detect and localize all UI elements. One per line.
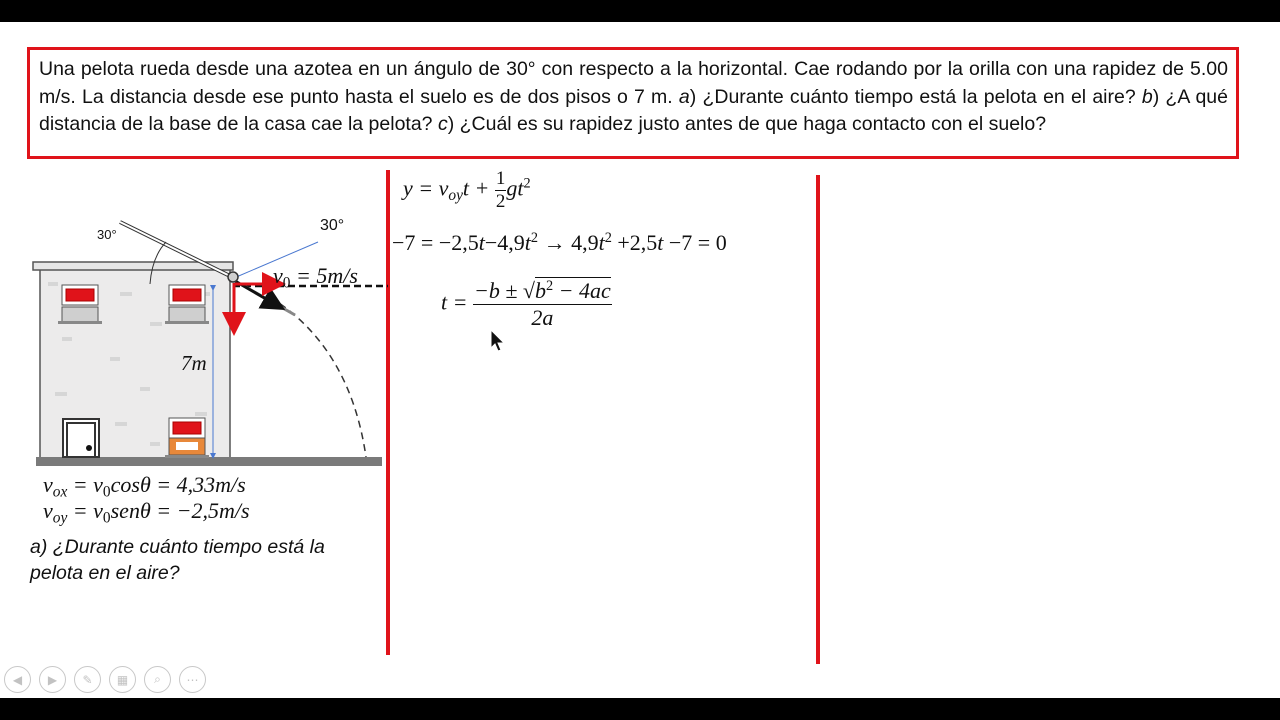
eq2-b: t xyxy=(478,230,485,255)
eq1-den: 2 xyxy=(495,191,506,212)
eq1-t: t + xyxy=(462,175,495,201)
problem-statement-box xyxy=(27,47,1239,159)
vox-rest: cosθ = 4,33m/s xyxy=(110,472,246,497)
next-icon[interactable]: ▶ xyxy=(39,666,66,693)
eq3-num xyxy=(473,278,612,305)
question-a-line1: a) ¿Durante cuánto tiempo está la xyxy=(30,536,325,558)
velocity-angle-label: 30° xyxy=(320,217,345,234)
mouse-cursor-icon xyxy=(490,329,506,353)
eq2-h: t xyxy=(657,230,664,255)
sqrt-symbol: √ xyxy=(522,278,535,303)
prev-icon[interactable]: ◀ xyxy=(4,666,31,693)
ground xyxy=(36,457,382,466)
problem-text: Una pelota rueda desde una azotea en un ángulo de 30° con respecto a la horizontal. Cae rodando por la orilla con una rapidez de 5.00 m/s. La distancia desde ese punto hasta el suelo es de dos pisos o 7 m. xyxy=(39,58,1228,108)
voy-sub2: 0 xyxy=(102,509,111,527)
eq1-fraction xyxy=(495,168,507,213)
trajectory xyxy=(270,297,366,457)
eq2-a: −7 = −2,5 xyxy=(392,230,479,255)
slides-icon[interactable]: ▦ xyxy=(109,666,136,693)
eq2-d: t xyxy=(524,230,531,255)
window-top-left xyxy=(58,285,102,324)
eq1-lhs: y = xyxy=(403,175,439,201)
part-a-letter: a xyxy=(678,85,690,108)
eq2-i: −7 = 0 xyxy=(663,230,727,255)
velocity-v: v xyxy=(273,263,283,288)
eq2-exp1: 2 xyxy=(530,230,539,247)
more-icon[interactable]: ⋯ xyxy=(179,666,206,693)
eq1-sub: oy xyxy=(448,187,463,205)
substituted-equation xyxy=(392,230,727,256)
vox-sub: ox xyxy=(52,483,68,501)
kinematic-equation xyxy=(403,168,531,213)
eq2-exp2: 2 xyxy=(604,230,612,247)
slideshow-toolbar xyxy=(4,666,206,693)
part-c-letter: c xyxy=(437,113,448,135)
height-label: 7m xyxy=(181,351,207,375)
voy-v: v xyxy=(43,498,53,523)
part-b-text: ) ¿A qué distancia de la base de la casa cae la pelota? xyxy=(39,85,1228,135)
question-a-line2: pelota en el aire? xyxy=(30,562,180,584)
slide xyxy=(0,22,1280,698)
eq3-radicand xyxy=(535,277,611,303)
pen-icon[interactable]: ✎ xyxy=(74,666,101,693)
eq3-num-a: −b ± xyxy=(473,278,523,303)
eq2-e: → 4,9 xyxy=(538,230,599,255)
quadratic-formula xyxy=(441,278,612,331)
voy-rest: senθ = −2,5m/s xyxy=(110,498,250,523)
eq3-den: 2a xyxy=(531,305,554,330)
eq2-f: t xyxy=(598,230,605,255)
part-c-text: ) ¿Cuál es su rapidez justo antes de que haga contacto con el suelo? xyxy=(447,113,1047,135)
voy-mid: = v xyxy=(67,498,103,523)
eq1-tail: gt xyxy=(506,175,524,201)
question-a xyxy=(30,534,325,586)
eq2-c: −4,9 xyxy=(484,230,525,255)
part-b-letter: b xyxy=(1141,85,1153,108)
velocity-label xyxy=(273,263,358,293)
part-a-text: ) ¿Durante cuánto tiempo está la pelota en el aire? xyxy=(689,85,1142,108)
zoom-icon[interactable]: ⌕ xyxy=(144,666,171,693)
velocity-rest: = 5m/s xyxy=(290,263,358,288)
door xyxy=(63,419,99,457)
eq1-v: v xyxy=(438,175,449,201)
vox-sub2: 0 xyxy=(102,483,111,501)
velocity-sub: 0 xyxy=(282,274,291,292)
eq1-num: 1 xyxy=(495,168,506,189)
voy-sub: oy xyxy=(52,509,68,527)
eq3-root-exp: 2 xyxy=(545,278,554,295)
window-bottom-right xyxy=(165,418,209,458)
eq3-root-a: b xyxy=(534,278,546,303)
vox-mid: = v xyxy=(67,472,103,497)
eq3-root-b: − 4ac xyxy=(553,278,611,303)
voy-equation xyxy=(43,498,250,528)
eq3-fraction xyxy=(473,278,612,331)
roof-angle-label: 30° xyxy=(97,227,117,242)
window-top-right xyxy=(165,285,209,324)
eq3-lhs: t = xyxy=(441,289,473,315)
eq1-exp: 2 xyxy=(523,175,531,192)
eq2-g: +2,5 xyxy=(611,230,658,255)
ball xyxy=(228,272,238,282)
vox-v: v xyxy=(43,472,53,497)
divider-right xyxy=(816,175,820,664)
